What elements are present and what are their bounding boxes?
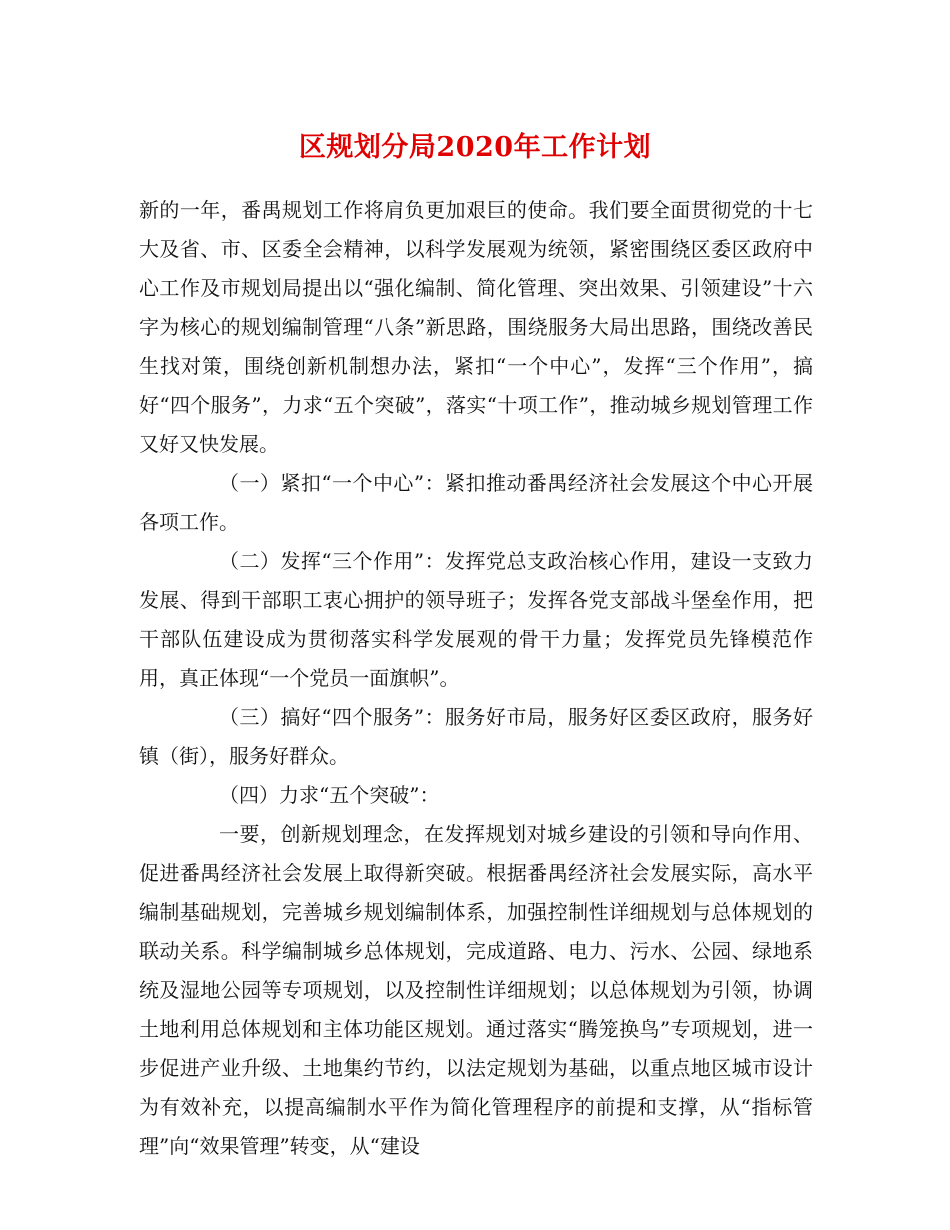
paragraph-item-3: （三）搞好“四个服务”：服务好市局，服务好区委区政府，服务好镇（街），服务好群众。: [139, 705, 813, 768]
document-title: 区规划分局2020年工作计划: [298, 132, 652, 163]
paragraph-item-4: （四）力求“五个突破”：: [219, 783, 440, 807]
document-body: [139, 191, 813, 1166]
paragraph-item-1: （一）紧扣“一个中心”：紧扣推动番禺经济社会发展这个中心开展各项工作。: [139, 471, 813, 534]
paragraph-item-2: （二）发挥“三个作用”：发挥党总支政治核心作用，建设一支致力发展、得到干部职工衷心拥护的领导班子；发挥各党支部战斗堡垒作用，把干部队伍建设成为贯彻落实科学发展观的骨干力量；发挥党员先锋模范作用，真正体现“一个党员一面旗帜”。: [139, 549, 813, 690]
paragraph-intro: 新的一年，番禺规划工作将肩负更加艰巨的使命。我们要全面贯彻党的十七大及省、市、区委全会精神，以科学发展观为统领，紧密围绕区委区政府中心工作及市规划局提出以“强化编制、简化管理、突出效果、引领建设”十六字为核心的规划编制管理“八条”新思路，围绕服务大局出思路，围绕改善民生找对策，围绕创新机制想办法，紧扣“一个中心”，发挥“三个作用”，搞好“四个服务”，力求“五个突破”，落实“十项工作”，推动城乡规划管理工作又好又快发展。: [139, 198, 813, 456]
paragraph-breakthrough-1: 一要，创新规划理念，在发挥规划对城乡建设的引领和导向作用、促进番禺经济社会发展上取得新突破。根据番禺经济社会发展实际，高水平编制基础规划，完善城乡规划编制体系，加强控制性详细规划与总体规划的联动关系。科学编制城乡总体规划，完成道路、电力、污水、公园、绿地系统及湿地公园等专项规划，以及控制性详细规划；以总体规划为引领，协调土地利用总体规划和主体功能区规划。通过落实“腾笼换鸟”专项规划，进一步促进产业升级、土地集约节约，以法定规划为基础，以重点地区城市设计为有效补充，以提高编制水平作为简化管理程序的前提和支撑，从“指标管理”向“效果管理”转变，从“建设: [139, 822, 813, 1158]
